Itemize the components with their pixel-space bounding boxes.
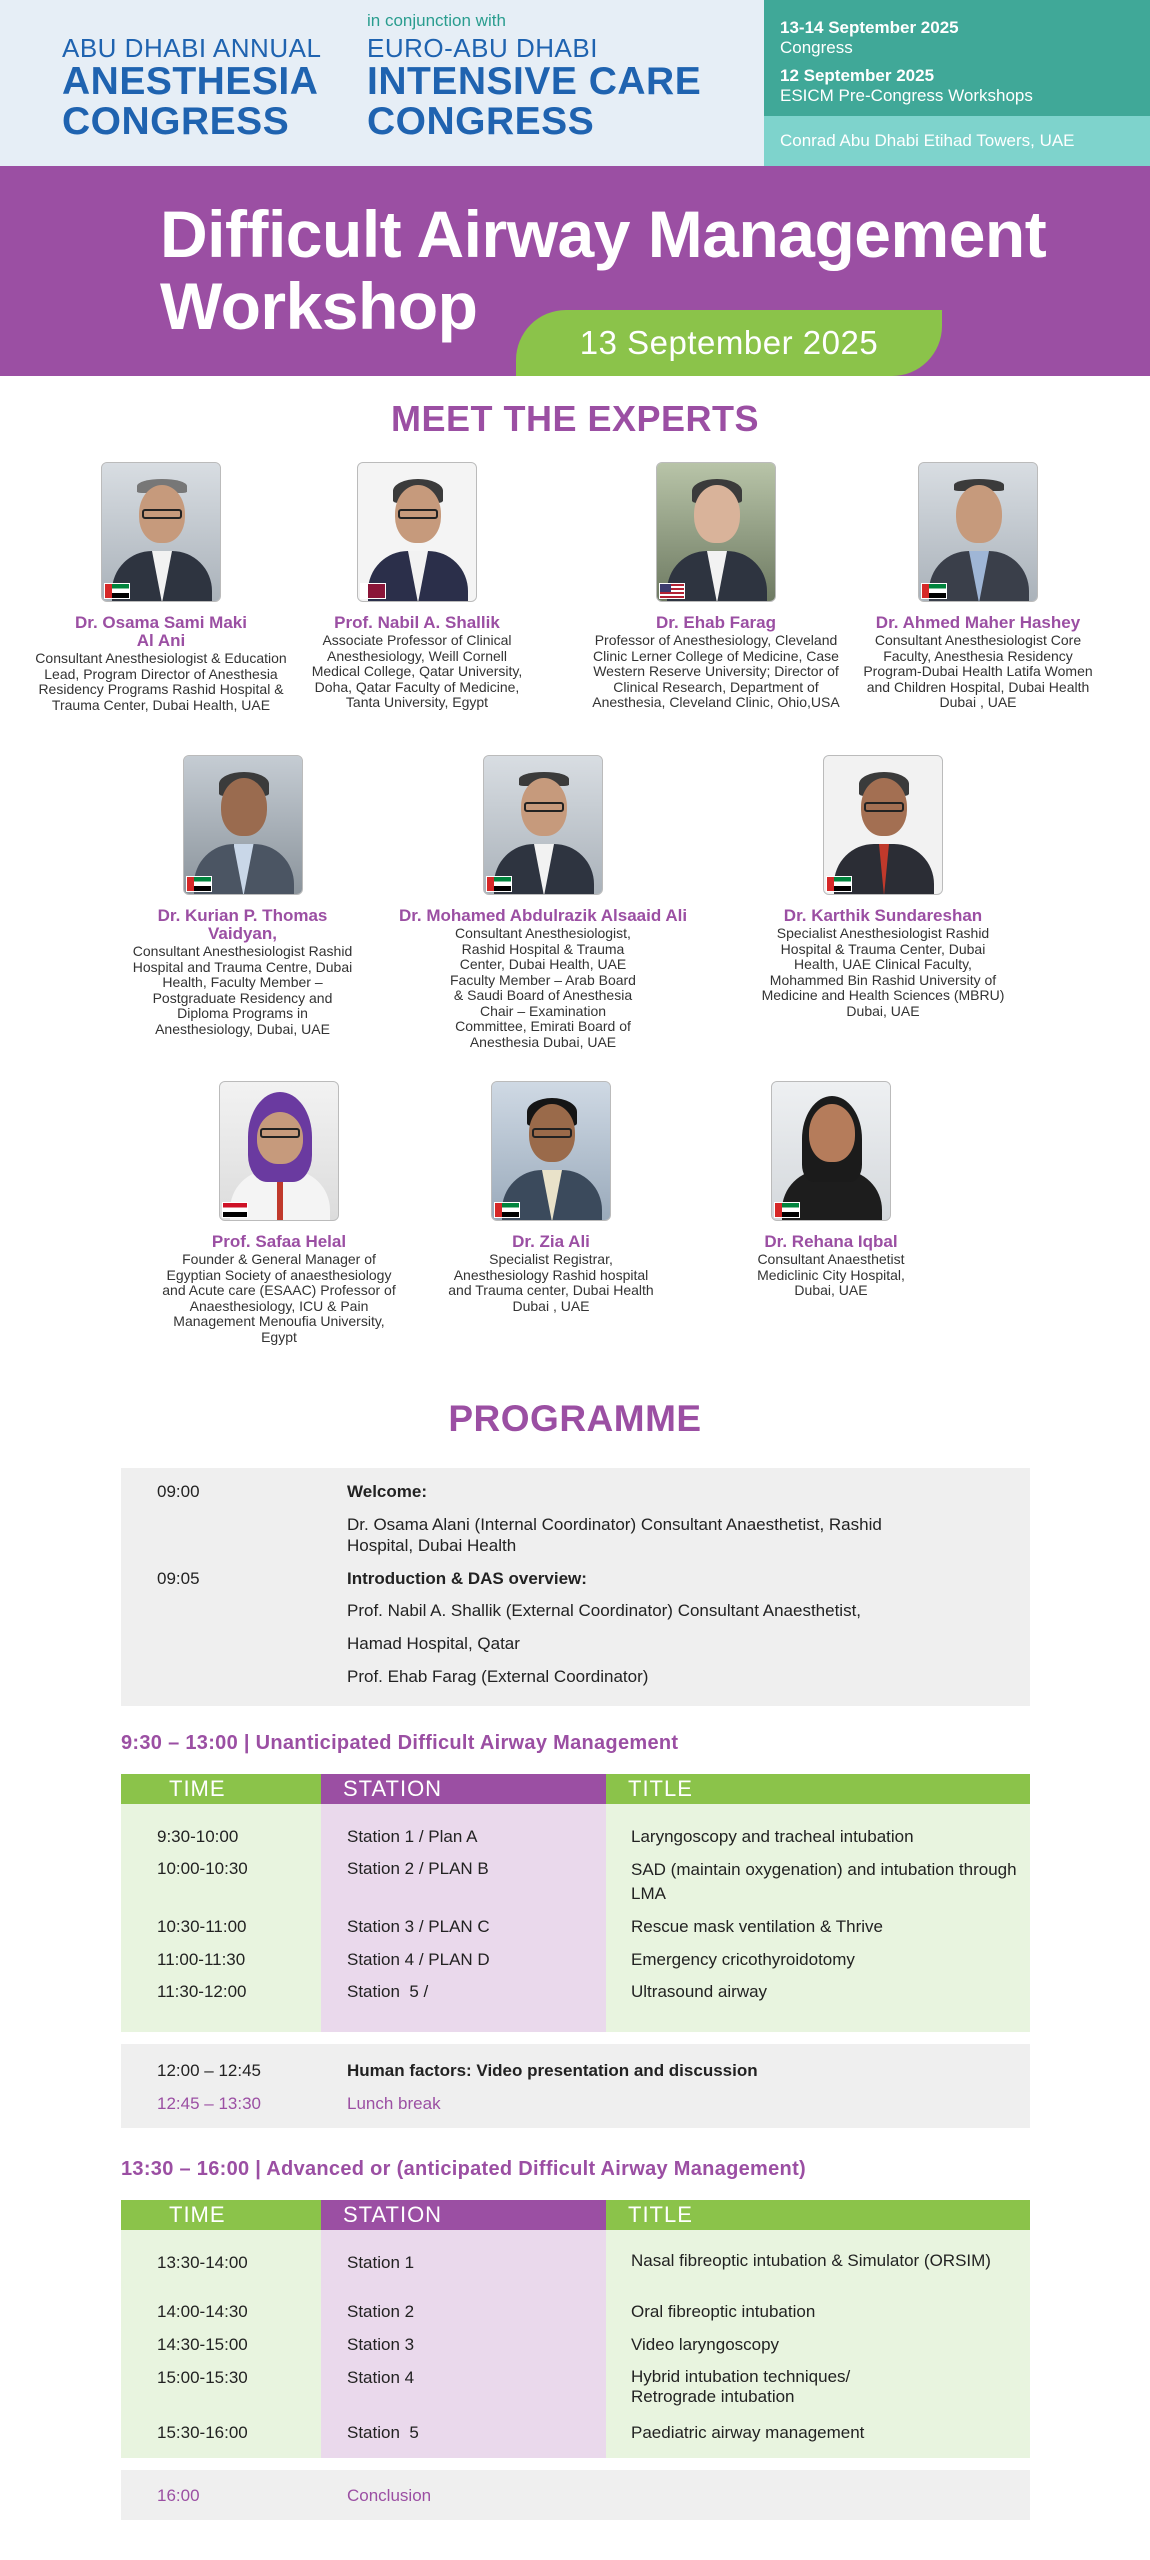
session-time: 14:30-15:00 xyxy=(157,2335,248,2354)
session-title: SAD (maintain oxygenation) and intubation through LMA xyxy=(631,1860,1017,1903)
experts-title: MEET THE EXPERTS xyxy=(390,398,760,439)
expert-name: Dr. Osama Sami Maki Al Ani xyxy=(75,613,247,650)
conclusion-time: 16:00 xyxy=(157,2486,200,2505)
expert-photo xyxy=(183,755,303,895)
expert-description: Founder & General Manager of Egyptian Society of anaesthesiology and Acute care (ESAAC) Professor of Anaesthesiology, ICU & Pain Management Menoufia University, Egypt xyxy=(162,1251,396,1345)
conjunction-tag: in conjunction with xyxy=(367,11,506,30)
expert-description: Consultant Anesthesiologist Core Faculty, Anesthesia Residency Program-Dubai Health Latifa Women and Children Hospital, Dubai Health Dubai , UAE xyxy=(863,632,1093,710)
session-title: Paediatric airway management xyxy=(631,2423,865,2442)
expert-description: Consultant Anesthesiologist Rashid Hospital and Trauma Centre, Dubai Health, Faculty Member – Postgraduate Residency and Diploma Programs in Anesthesiology, Dubai, UAE xyxy=(132,943,353,1037)
expert-name: Dr. Zia Ali xyxy=(512,1232,590,1251)
usa-flag-icon xyxy=(659,583,685,599)
column-header-title: TITLE xyxy=(606,2200,1030,2230)
programme-title: PROGRAMME xyxy=(448,1398,702,1439)
expert-photo xyxy=(656,462,776,602)
uae-flag-icon xyxy=(104,583,130,599)
expert-photo xyxy=(771,1081,891,1221)
expert-card xyxy=(148,1081,410,1345)
expert-description: Specialist Registrar, Anesthesiology Rashid hospital and Trauma center, Dubai Health Dubai , UAE xyxy=(448,1251,654,1314)
expert-name: Dr. Karthik Sundareshan xyxy=(783,906,983,925)
break-label: Human factors: Video presentation and discussion xyxy=(347,2061,758,2080)
expert-card xyxy=(720,1081,942,1299)
expert-name: Dr. Rehana Iqbal xyxy=(764,1232,898,1251)
intensive-care-congress-logo xyxy=(367,8,701,142)
column-header-station: STATION xyxy=(321,2200,606,2230)
break-box xyxy=(121,2044,1030,2128)
logo-line: ABU DHABI ANNUAL xyxy=(62,33,322,63)
session-title: Ultrasound airway xyxy=(631,1982,768,2001)
session-station: Station 3 xyxy=(347,2335,415,2354)
title-line: Difficult Airway Management xyxy=(160,197,1047,271)
session-station: Station 5 / xyxy=(347,1982,429,2001)
venue: Conrad Abu Dhabi Etihad Towers, UAE xyxy=(764,116,1150,166)
column-header-station: STATION xyxy=(321,1774,606,1804)
expert-name: Prof. Safaa Helal xyxy=(211,1232,347,1251)
expert-description: Consultant Anesthesiologist & Education Lead, Program Director of Anesthesia Residency Programs Rashid Hospital & Trauma Center, Dubai Health, UAE xyxy=(35,650,287,713)
column-header-time: TIME xyxy=(121,1774,321,1804)
intro-speaker-affiliation: Hamad Hospital, Qatar xyxy=(347,1634,520,1653)
workshop-date-pill: 13 September 2025 xyxy=(516,310,942,376)
session-station: Station 3 / PLAN C xyxy=(347,1917,490,1936)
session1-table xyxy=(121,1774,1030,2032)
expert-name: Dr. Kurian P. Thomas Vaidyan, xyxy=(157,906,328,943)
expert-card xyxy=(384,755,702,1050)
expert-photo xyxy=(219,1081,339,1221)
welcome-speaker: Dr. Osama Alani (Internal Coordinator) Consultant Anaesthetist, Rashid Hospital, Dubai Health xyxy=(347,1515,882,1555)
expert-photo xyxy=(483,755,603,895)
lunch-label: Lunch break xyxy=(347,2094,441,2113)
session2-heading: 13:30 – 16:00 | Advanced or (anticipated Difficult Airway Management) xyxy=(121,2158,806,2180)
session-station: Station 4 / PLAN D xyxy=(347,1950,490,1969)
session-title: Emergency cricothyroidotomy xyxy=(631,1950,855,1969)
session-time: 9:30-10:00 xyxy=(157,1827,239,1846)
break-time: 12:00 – 12:45 xyxy=(157,2061,261,2080)
expert-photo xyxy=(823,755,943,895)
intro-speaker: Prof. Ehab Farag (External Coordinator) xyxy=(347,1667,649,1686)
expert-card xyxy=(420,1081,682,1314)
session-station: Station 4 xyxy=(347,2368,415,2387)
congress-date-label: Congress xyxy=(780,38,853,57)
session-station: Station 1 xyxy=(347,2253,415,2272)
workshop-date: 12 September 2025 xyxy=(780,66,935,85)
session-time: 15:00-15:30 xyxy=(157,2368,248,2387)
session-title: Hybrid intubation techniques/ Retrograde intubation xyxy=(631,2367,851,2406)
conclusion-label: Conclusion xyxy=(347,2486,432,2505)
column-header-time: TIME xyxy=(121,2200,321,2230)
session-title: Rescue mask ventilation & Thrive xyxy=(631,1917,883,1936)
expert-card xyxy=(852,462,1104,711)
egypt-flag-icon xyxy=(222,1202,248,1218)
expert-name: Dr. Ehab Farag xyxy=(656,613,776,632)
congress-header xyxy=(0,0,1150,166)
session-title: Laryngoscopy and tracheal intubation xyxy=(631,1827,914,1846)
expert-photo xyxy=(918,462,1038,602)
uae-flag-icon xyxy=(774,1202,800,1218)
workshop-date-label: ESICM Pre-Congress Workshops xyxy=(780,86,1033,105)
expert-card xyxy=(580,462,852,711)
welcome-label: Welcome: xyxy=(347,1482,427,1501)
expert-description: Professor of Anesthesiology, Cleveland Clinic Lerner College of Medicine, Case Western Reserve University; Director of Clinical Research, Department of Anesthesia, Cleveland Clinic, Ohio,USA xyxy=(592,632,840,710)
qatar-flag-icon xyxy=(360,583,386,599)
session-time: 10:30-11:00 xyxy=(157,1917,247,1936)
expert-card xyxy=(296,462,538,711)
uae-flag-icon xyxy=(186,876,212,892)
expert-photo xyxy=(491,1081,611,1221)
lunch-time: 12:45 – 13:30 xyxy=(157,2094,261,2113)
expert-description: Specialist Anesthesiologist Rashid Hospital & Trauma Center, Dubai Health, UAE Clinical Faculty, Mohammed Bin Rashid University of Medicine and Health Sciences (MBRU) Dubai, UAE xyxy=(761,925,1005,1019)
session-title: Oral fibreoptic intubation xyxy=(631,2302,816,2321)
intro-label: Introduction & DAS overview: xyxy=(347,1569,587,1588)
session-time: 13:30-14:00 xyxy=(157,2253,248,2272)
expert-name: Dr. Mohamed Abdulrazik Alsaaid Ali xyxy=(398,906,688,925)
congress-date: 13-14 September 2025 xyxy=(780,18,959,37)
session-station: Station 2 xyxy=(347,2302,415,2321)
logo-line: CONGRESS xyxy=(367,100,595,143)
expert-name: Dr. Ahmed Maher Hashey xyxy=(875,613,1081,632)
session2-table xyxy=(121,2200,1030,2458)
expert-name: Prof. Nabil A. Shallik xyxy=(334,613,500,632)
uae-flag-icon xyxy=(921,583,947,599)
expert-card xyxy=(752,755,1014,1019)
logo-line: ANESTHESIA xyxy=(62,60,319,103)
intro-time: 09:05 xyxy=(157,1569,200,1588)
conclusion-box xyxy=(121,2470,1030,2520)
expert-description: Consultant Anaesthetist Mediclinic City Hospital, Dubai, UAE xyxy=(757,1251,905,1298)
opening-time: 09:00 xyxy=(157,1482,200,1501)
session1-heading: 9:30 – 13:00 | Unanticipated Difficult Airway Management xyxy=(121,1732,679,1754)
expert-photo xyxy=(357,462,477,602)
uae-flag-icon xyxy=(494,1202,520,1218)
workshop-banner xyxy=(0,166,1150,376)
expert-card xyxy=(120,755,365,1037)
expert-description: Consultant Anesthesiologist, Rashid Hospital & Trauma Center, Dubai Health, UAE Faculty Member – Arab Board & Saudi Board of Anesthesia Chair – Examination Committee, Emirati Board of Anesthesia Dubai, UAE xyxy=(450,925,636,1050)
session-time: 11:00-11:30 xyxy=(157,1950,246,1969)
uae-flag-icon xyxy=(486,876,512,892)
congress-dates xyxy=(764,0,1150,116)
logo-line: EURO-ABU DHABI xyxy=(367,33,598,63)
expert-photo xyxy=(101,462,221,602)
session-time: 11:30-12:00 xyxy=(157,1982,247,2001)
session-station: Station 2 / PLAN B xyxy=(347,1859,489,1878)
intro-speaker: Prof. Nabil A. Shallik (External Coordinator) Consultant Anaesthetist, xyxy=(347,1601,862,1620)
session-time: 15:30-16:00 xyxy=(157,2423,248,2442)
session-station: Station 5 xyxy=(347,2423,419,2442)
session-title: Nasal fibreoptic intubation & Simulator (ORSIM) xyxy=(631,2251,991,2270)
title-line: Workshop xyxy=(160,269,478,343)
logo-line: CONGRESS xyxy=(62,100,290,143)
expert-description: Associate Professor of Clinical Anesthesiology, Weill Cornell Medical College, Qatar University, Doha, Qatar Faculty of Medicine, Tanta University, Egypt xyxy=(311,632,523,710)
session-time: 14:00-14:30 xyxy=(157,2302,248,2321)
session-title: Video laryngoscopy xyxy=(631,2335,780,2354)
uae-flag-icon xyxy=(826,876,852,892)
logo-line: INTENSIVE CARE xyxy=(367,60,702,103)
session-time: 10:00-10:30 xyxy=(157,1859,248,1878)
column-header-title: TITLE xyxy=(606,1774,1030,1804)
session-station: Station 1 / Plan A xyxy=(347,1827,478,1846)
expert-card xyxy=(30,462,292,713)
anesthesia-congress-logo xyxy=(62,34,321,142)
